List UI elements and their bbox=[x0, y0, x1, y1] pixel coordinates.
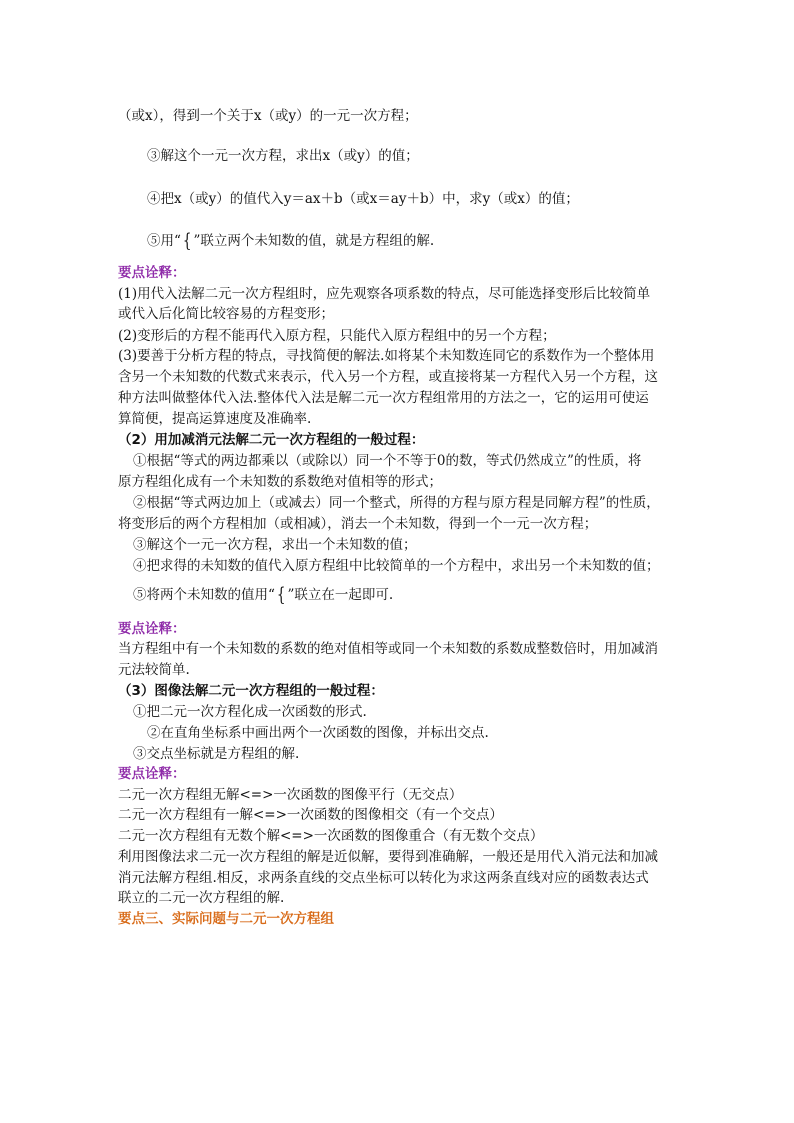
text-line: 消元法解方程组.相反，求两条直线的交点坐标可以转化为求这两条直线对应的函数表达式 bbox=[118, 870, 649, 886]
text-line: 含另一个未知数的代数式来表示，代入另一个方程，或直接将某一方程代入另一个方程，这 bbox=[118, 369, 658, 385]
subsection-heading: （2）用加减消元法解二元一次方程组的一般过程： bbox=[118, 432, 425, 448]
text-line: ②在直角坐标系中画出两个一次函数的图像，并标出交点. bbox=[147, 725, 489, 741]
section-heading: 要点诠释： bbox=[118, 766, 186, 782]
text-segment: ⑤用“ bbox=[147, 233, 181, 249]
subsection-heading: （3）图像法解二元一次方程组的一般过程： bbox=[118, 683, 384, 699]
text-line: 二元一次方程组有无数个解<=>一次函数的图像重合（有无数个交点） bbox=[118, 828, 544, 844]
brace-symbol: { bbox=[182, 230, 192, 252]
text-line: ②根据“等式两边加上（或减去）同一个整式，所得的方程与原方程是同解方程”的性质， bbox=[133, 495, 660, 511]
text-segment: ”联立两个未知数的值，就是方程组的解. bbox=[193, 233, 435, 249]
text-line bbox=[133, 586, 393, 604]
text-line: 联立的二元一次方程组的解. bbox=[118, 890, 285, 906]
section-heading: 要点诠释： bbox=[118, 265, 186, 281]
text-line: ③解这个一元一次方程，求出x（或y）的值； bbox=[147, 148, 419, 164]
text-line: (2)变形后的方程不能再代入原方程，只能代入原方程组中的另一个方程； bbox=[118, 328, 556, 344]
text-line: 二元一次方程组无解<=>一次函数的图像平行（无交点） bbox=[118, 787, 463, 803]
text-segment: ⑤将两个未知数的值用“ bbox=[133, 587, 275, 603]
text-line: （或x），得到一个关于x（或y）的一元一次方程； bbox=[118, 108, 418, 124]
text-line: ④把x（或y）的值代入y＝ax＋b（或x＝ay＋b）中，求y（或x）的值； bbox=[147, 191, 579, 207]
text-line: 种方法叫做整体代入法.整体代入法是解二元一次方程组常用的方法之一，它的运用可使运 bbox=[118, 390, 649, 406]
section-heading: 要点诠释： bbox=[118, 621, 186, 637]
text-line: ③解这个一元一次方程，求出一个未知数的值； bbox=[133, 537, 417, 553]
text-line: 将变形后的两个方程相加（或相减），消去一个未知数，得到一个一元一次方程； bbox=[118, 516, 598, 532]
text-line: 利用图像法求二元一次方程组的解是近似解，要得到准确解，一般还是用代入消元法和加减 bbox=[118, 849, 658, 865]
section-heading: 要点三、实际问题与二元一次方程组 bbox=[118, 911, 334, 927]
text-segment: ”联立在一起即可. bbox=[287, 587, 394, 603]
text-line bbox=[147, 232, 434, 250]
text-line: (3)要善于分析方程的特点，寻找简便的解法.如将某个未知数连同它的系数作为一个整体用 bbox=[118, 348, 655, 364]
text-line: ③交点坐标就是方程组的解. bbox=[133, 746, 300, 762]
text-line: 当方程组中有一个未知数的系数的绝对值相等或同一个未知数的系数成整数倍时，用加减消 bbox=[118, 641, 658, 657]
text-line: 或代入后化简比较容易的方程变形； bbox=[118, 306, 334, 322]
text-line: 原方程组化成有一个未知数的系数绝对值相等的形式； bbox=[118, 474, 442, 490]
text-line: ④把求得的未知数的值代入原方程组中比较简单的一个方程中，求出另一个未知数的值； bbox=[133, 558, 660, 574]
text-line: 算简便，提高运算速度及准确率. bbox=[118, 411, 312, 427]
brace-symbol: { bbox=[276, 584, 286, 606]
text-line: (1)用代入法解二元一次方程组时，应先观察各项系数的特点，尽可能选择变形后比较简单 bbox=[118, 286, 651, 302]
text-line: ①把二元一次方程化成一次函数的形式. bbox=[133, 704, 367, 720]
text-line: ①根据“等式的两边都乘以（或除以）同一个不等于0的数，等式仍然成立”的性质，将 bbox=[133, 453, 642, 469]
text-line: 元法较简单. bbox=[118, 662, 190, 678]
text-line: 二元一次方程组有一解<=>一次函数的图像相交（有一个交点） bbox=[118, 807, 503, 823]
